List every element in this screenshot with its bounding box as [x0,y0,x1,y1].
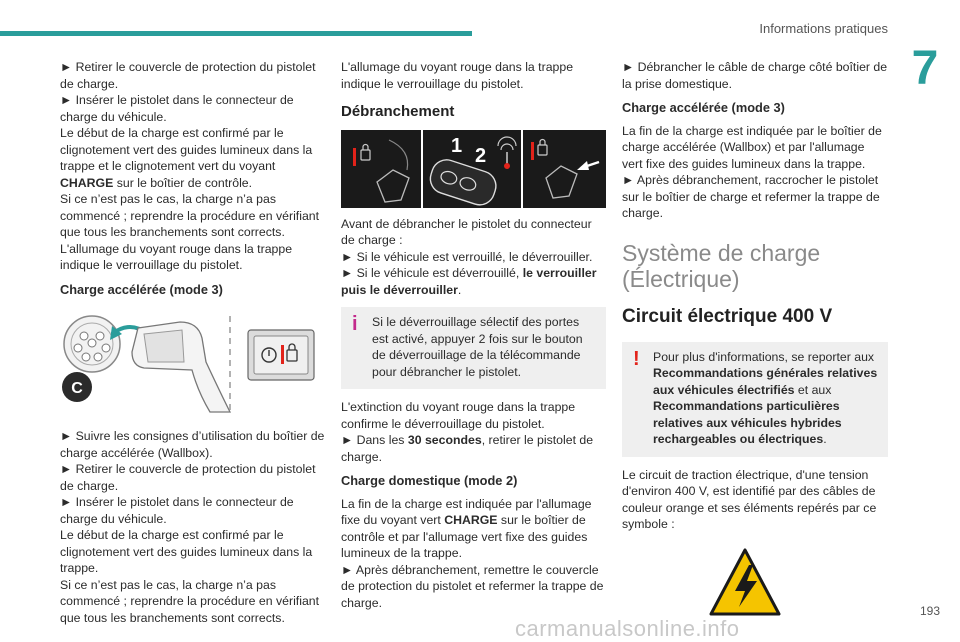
paragraph: La fin de la charge est indiquée par l'allumage fixe du voyant vert CHARGE sur le boîtier de contrôle et par l'allumage vert fixe des guides lumineux de la trappe. [341,496,592,560]
step-label-1: 1 [451,134,463,157]
charge-keyword: CHARGE [60,175,114,190]
instruction: ► Si le véhicule est déverrouillé, le verrouiller puis le déverrouiller. [341,266,597,297]
step-label-2: 2 [475,144,487,167]
section-title: Système de charge (Électrique) [622,239,821,292]
section-heading: Charge accélérée (mode 3) [622,100,785,115]
charge-keyword: CHARGE [444,513,498,527]
paragraph: L'allumage du voyant rouge dans la trappe indique le verrouillage du pistolet. [60,241,293,272]
info-note [341,307,606,389]
unplugging-illustration [341,130,606,208]
page-header-title: Informations pratiques [759,21,888,36]
warning-icon: ! [633,347,640,370]
high-voltage-icon [709,547,781,617]
wallbox-connector-illustration [60,312,325,416]
column-1 [60,59,325,626]
info-note-text: Si le déverrouillage sélectif des portes est activé, appuyer 2 fois sur le bouton de déverrouillage de la télécommande pour débrancher le pistolet. [372,315,583,379]
figure-label-c: C [71,380,83,397]
paragraph: Avant de débrancher le pistolet du connecteur de charge : [341,216,592,247]
instruction: ► Après débranchement, raccrocher le pistolet sur le boîtier de charge et refermer la trappe de charge. [622,173,880,220]
chapter-number: 7 [911,42,939,95]
paragraph: Le début de la charge est confirmé par le clignotement vert des guides lumineux dans la trappe et le clignotement vert du voyant CHARGE sur le boîtier de contrôle. [60,126,313,190]
instruction: ► Débrancher le câble de charge côté boîtier de la prise domestique. [622,60,888,91]
column-3 [622,59,888,617]
paragraph: Si ce n’est pas le cas, la charge n’a pas commencé ; reprendre la procédure en vérifiant que tous les branchements sont corrects. [60,577,320,625]
instruction: ► Insérer le pistolet dans le connecteur de charge du véhicule. [60,495,294,526]
info-icon: i [352,313,358,335]
instruction: ► Si le véhicule est verrouillé, le déverrouiller. [341,249,593,264]
paragraph: L'extinction du voyant rouge dans la trappe confirme le déverrouillage du pistolet. [341,400,576,431]
section-heading: Débranchement [341,103,455,120]
instruction: ► Après débranchement, remettre le couvercle de protection du pistolet et refermer la trappe de charge. [341,562,604,610]
paragraph: Le début de la charge est confirmé par le clignotement vert des guides lumineux dans la trappe. [60,528,313,575]
warning-note [622,342,888,457]
column-2 [341,59,606,611]
paragraph: Si ce n’est pas le cas, la charge n’a pas commencé ; reprendre la procédure en vérifiant que tous les branchements sont corrects. [60,192,320,239]
subsection-title: Circuit électrique 400 V [622,305,833,327]
section-heading: Charge domestique (mode 2) [341,473,518,488]
section-heading: Charge accélérée (mode 3) [60,281,223,297]
paragraph: L'allumage du voyant rouge dans la trappe indique le verrouillage du pistolet. [341,60,574,91]
warning-note-text: Pour plus d'informations, se reporter aux Recommandations générales relatives aux véhicules électrifiés et aux Recommandations particulières relatives aux véhicules hybrides rechargeables ou électriques. [653,349,878,446]
instruction: ► Suivre les consignes d’utilisation du boîtier de charge accélérée (Wallbox). [60,429,325,460]
instruction: ► Insérer le pistolet dans le connecteur de charge du véhicule. [60,93,294,124]
page-number: 193 [919,604,940,618]
instruction: ► Retirer le couvercle de protection du pistolet de charge. [60,462,316,493]
paragraph: La fin de la charge est indiquée par le boîtier de charge accélérée (Wallbox) et par l'allumage vert fixe des guides lumineux dans la trappe. [622,123,882,171]
header-accent-bar [0,31,472,36]
instruction: ► Dans les 30 secondes, retirer le pistolet de charge. [341,433,594,464]
watermark: carmanualsonline.info [515,616,740,641]
paragraph: Le circuit de traction électrique, d'une tension d'environ 400 V, est identifié par des câbles de couleur orange et ses éléments repérés par ce symbole : [622,467,877,531]
instruction: ► Retirer le couvercle de protection du pistolet de charge. [60,60,316,91]
